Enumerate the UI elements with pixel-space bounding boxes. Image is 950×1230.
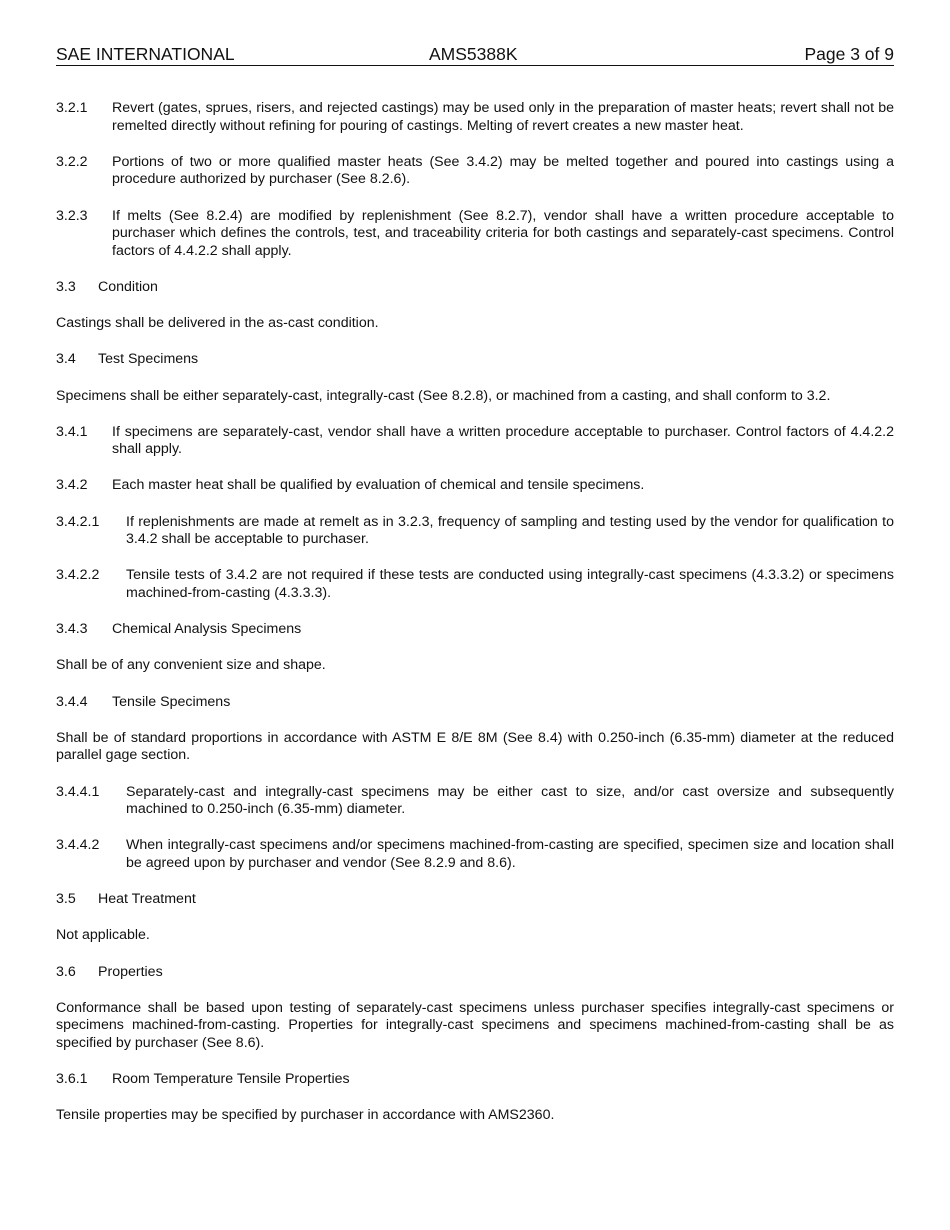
clause-text: Revert (gates, sprues, risers, and rejected castings) may be used only in the preparation of master heats; revert shall not be remelted directly without refining for pouring of castings. Melting of revert creates a new master heat.	[112, 100, 894, 134]
clause-number: 3.4.2	[56, 477, 88, 494]
clause-text: Portions of two or more qualified master heats (See 3.4.2) may be melted together and poured into castings using a procedure authorized by purchaser (See 8.2.6).	[112, 153, 894, 188]
clause-number: 3.4.1	[56, 423, 88, 440]
clause-number: 3.4.4.1	[56, 783, 100, 800]
section-body: Not applicable.	[56, 927, 150, 944]
clause-3-4-4-2	[56, 837, 894, 872]
section-number: 3.4.3	[56, 621, 88, 638]
section-body: Castings shall be delivered in the as-cast condition.	[56, 315, 379, 332]
clause-3-4-4-1	[56, 784, 894, 819]
section-body: Specimens shall be either separately-cast, integrally-cast (See 8.2.8), or machined from a casting, and shall conform to 3.2.	[56, 387, 831, 404]
clause-text: If melts (See 8.2.4) are modified by replenishment (See 8.2.7), vendor shall have a written procedure acceptable to purchaser which defines the controls, test, and traceability criteria for both castings and separately-cast specimens. Control factors of 4.4.2.2 shall apply.	[112, 207, 894, 259]
section-heading-3-4	[56, 351, 894, 369]
section-title: Heat Treatment	[98, 891, 196, 908]
clause-text: When integrally-cast specimens and/or specimens machined-from-casting are specified, specimen size and location shall be agreed upon by purchaser and vendor (See 8.2.9 and 8.6).	[126, 837, 894, 871]
section-body: Conformance shall be based upon testing of separately-cast specimens unless purchaser specifies integrally-cast specimens or specimens machined-from-casting. Properties for integrally-cast specimens and specimens machined-from-casting shall be as specified by purchaser (See 8.6).	[56, 999, 894, 1051]
clause-3-4-1	[56, 424, 894, 459]
section-body: Shall be of standard proportions in accordance with ASTM E 8/E 8M (See 8.4) with 0.250-inch (6.35-mm) diameter at the reduced parallel gage section.	[56, 729, 894, 764]
clause-text: If specimens are separately-cast, vendor shall have a written procedure acceptable to purchaser. Control factors of 4.4.2.2 shall apply.	[112, 423, 894, 458]
section-heading-3-3	[56, 279, 894, 297]
clause-number: 3.4.2.2	[56, 567, 100, 584]
clause-number: 3.4.4.2	[56, 837, 100, 854]
clause-text: If replenishments are made at remelt as in 3.2.3, frequency of sampling and testing used by the vendor for qualification to 3.4.2 shall be acceptable to purchaser.	[126, 513, 894, 548]
clause-3-4-2	[56, 477, 894, 495]
clause-number: 3.2.1	[56, 100, 88, 116]
section-number: 3.6.1	[56, 1071, 88, 1088]
section-heading-3-4-3	[56, 621, 894, 639]
clause-3-2-3	[56, 208, 894, 261]
clause-text: Separately-cast and integrally-cast specimens may be either cast to size, and/or cast oversize and subsequently machined to 0.250-inch (6.35-mm) diameter.	[126, 783, 894, 818]
section-heading-3-6	[56, 964, 894, 982]
section-number: 3.3	[56, 278, 76, 295]
section-title: Test Specimens	[98, 351, 199, 368]
clause-3-2-1	[56, 100, 894, 135]
section-body: Tensile properties may be specified by purchaser in accordance with AMS2360.	[56, 1107, 555, 1124]
header-doc-id: AMS5388K	[429, 44, 518, 64]
clause-3-4-2-1	[56, 514, 894, 549]
section-title: Condition	[98, 278, 158, 295]
clause-text: Tensile tests of 3.4.2 are not required if these tests are conducted using integrally-cast specimens (4.3.3.2) or specimens machined-from-casting (4.3.3.3).	[126, 567, 894, 602]
section-title: Chemical Analysis Specimens	[112, 621, 302, 638]
clause-number: 3.2.3	[56, 207, 88, 224]
section-heading-3-5	[56, 891, 894, 909]
document-body	[56, 100, 894, 1143]
section-heading-3-4-4	[56, 694, 894, 712]
section-title: Tensile Specimens	[112, 693, 231, 710]
header-page-number: Page 3 of 9	[804, 44, 894, 64]
section-number: 3.4	[56, 351, 76, 368]
clause-number: 3.2.2	[56, 153, 88, 170]
section-number: 3.5	[56, 891, 76, 908]
clause-number: 3.4.2.1	[56, 513, 100, 530]
section-body: Shall be of any convenient size and shape.	[56, 657, 326, 674]
section-title: Room Temperature Tensile Properties	[112, 1071, 350, 1088]
section-heading-3-6-1	[56, 1071, 894, 1089]
clause-3-2-2	[56, 154, 894, 189]
section-number: 3.6	[56, 963, 76, 980]
clause-text: Each master heat shall be qualified by evaluation of chemical and tensile specimens.	[112, 477, 645, 494]
header-org: SAE INTERNATIONAL	[56, 44, 235, 64]
section-title: Properties	[98, 963, 163, 980]
section-number: 3.4.4	[56, 693, 88, 710]
clause-3-4-2-2	[56, 567, 894, 602]
page-header	[56, 44, 894, 66]
